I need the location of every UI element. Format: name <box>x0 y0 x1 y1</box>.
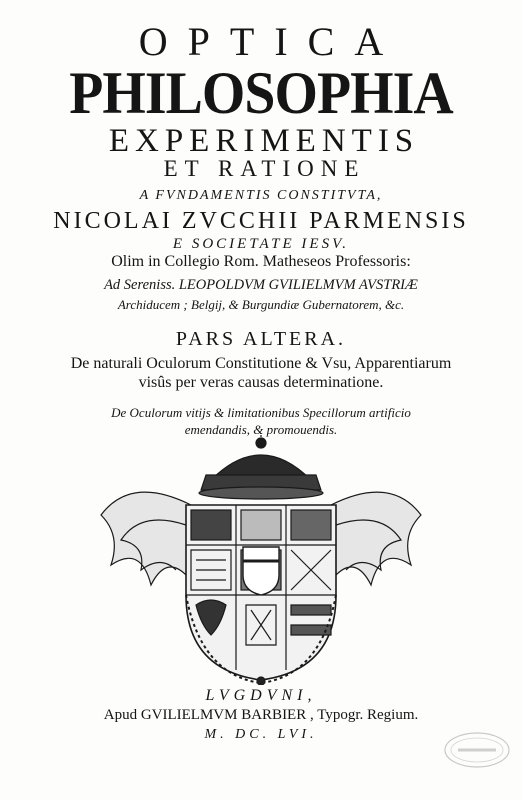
part-heading: PARS ALTERA. <box>175 328 347 350</box>
title-et-ratione: ET RATIONE <box>163 156 366 181</box>
title-philosophia: PHILOSOPHIA <box>69 60 453 126</box>
author-position: Olim in Collegio Rom. Matheseos Professoris: <box>111 253 411 270</box>
contents-line-1: De naturali Oculorum Constitutione & Vsu, Apparentiarum <box>70 355 452 372</box>
author-name: NICOLAI ZVCCHII PARMENSIS <box>53 208 469 234</box>
imprint-date: M. DC. LVI. <box>204 727 318 742</box>
contents-line-4: emendandis, & promouendis. <box>184 422 338 437</box>
coat-of-arms-icon <box>91 435 431 685</box>
contents-line-2: visûs per veras causas determinatione. <box>138 374 384 391</box>
contents-line-3: De Oculorum vitijs & limitationibus Specillorum artificio <box>111 405 411 420</box>
dedication-line-2: Archiducem ; Belgij, & Burgundiæ Gubernatorem, &c. <box>117 297 405 312</box>
imprint-printer: Apud GVILIELMVM BARBIER , Typogr. Regium. <box>103 707 419 723</box>
title-optica: OPTICA <box>138 19 404 64</box>
title-experimentis: EXPERIMENTIS <box>108 123 420 159</box>
author-society: E SOCIETATE IESV. <box>172 236 350 252</box>
library-stamp-icon <box>442 730 512 770</box>
dedication-line-1: Ad Sereniss. LEOPOLDVM GVILIELMVM AVSTRIÆ <box>104 277 418 293</box>
imprint-place: LVGDVNI, <box>205 687 317 704</box>
subtitle-constituta: A FVNDAMENTIS CONSTITVTA, <box>139 188 383 203</box>
